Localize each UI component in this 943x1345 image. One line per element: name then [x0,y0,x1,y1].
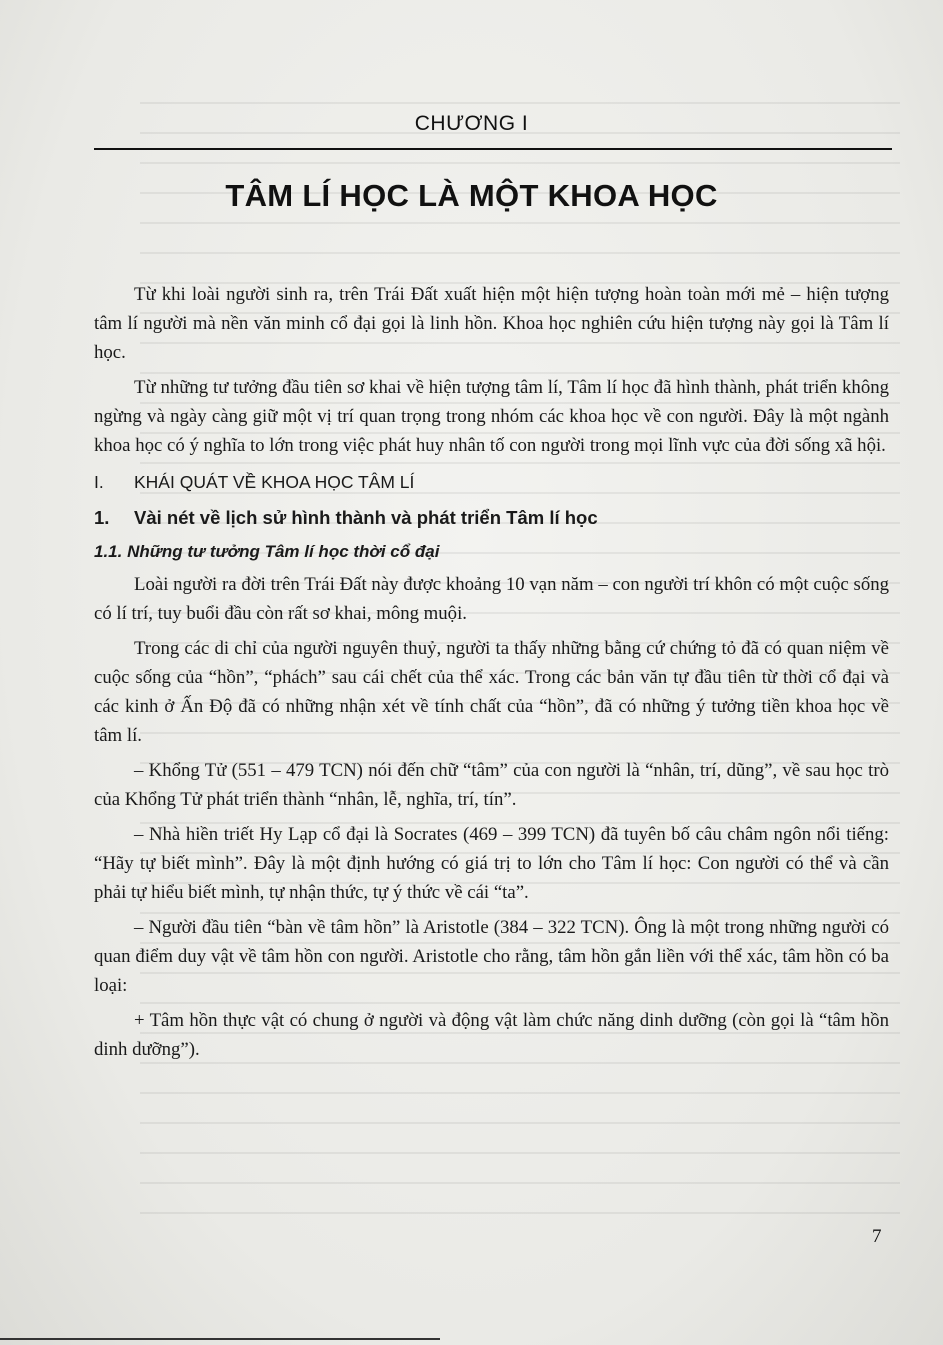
body-paragraph: – Khổng Tử (551 – 479 TCN) nói đến chữ “tâm” của con người là “nhân, trí, dũng”, về sau học trò của Khổng Tử phát triển thành “nhân, lễ, nghĩa, trí, tín”. [94,760,889,810]
body-paragraph: Loài người ra đời trên Trái Đất này được khoảng 10 vạn năm – con người trí khôn có một cuộc sống có lí trí, tuy buổi đầu còn rất sơ khai, mông muội. [94,574,889,624]
subsection-title: Vài nét về lịch sử hình thành và phát triển Tâm lí học [134,507,598,528]
page-number: 7 [872,1226,882,1247]
intro-paragraph: Từ khi loài người sinh ra, trên Trái Đất xuất hiện một hiện tượng hoàn toàn mới mẻ – hiện tượng tâm lí người mà nền văn minh cổ đại gọi là linh hồn. Khoa học nghiên cứu hiện tượng này gọi là Tâm lí học. [94,284,889,363]
chapter-label: CHƯƠNG I [414,112,529,135]
page-body [94,280,889,1070]
scan-edge-line [0,1338,440,1340]
subsection-number: 1. [94,507,110,528]
chapter-title: TÂM LÍ HỌC LÀ MỘT KHOA HỌC [225,178,718,213]
section-title: KHÁI QUÁT VỀ KHOA HỌC TÂM LÍ [134,472,415,492]
section-heading [94,468,889,496]
chapter-rule [94,148,892,150]
body-paragraph: – Người đầu tiên “bàn về tâm hồn” là Aristotle (384 – 322 TCN). Ông là một trong những người có quan điểm duy vật về tâm hồn con người. Aristotle cho rằng, tâm hồn gắn liền với thể xác, tâm hồn có ba loại: [94,917,889,996]
body-paragraph: + Tâm hồn thực vật có chung ở người và động vật làm chức năng dinh dưỡng (còn gọi là “tâm hồn dinh dưỡng”). [94,1010,889,1060]
body-paragraph: Trong các di chỉ của người nguyên thuỷ, người ta thấy những bằng cứ chứng tỏ đã có quan niệm về cuộc sống của “hồn”, “phách” sau cái chết của thể xác. Trong các bản văn tự đầu tiên từ thời cổ đại và các kinh ở Ấn Độ đã có những nhận xét về tính chất của “hồn”, đã có những ý tưởng tiền khoa học về tâm lí. [94,638,889,746]
subsubsection-heading: 1.1. Những tư tưởng Tâm lí học thời cổ đại [94,542,440,561]
body-paragraph: – Nhà hiền triết Hy Lạp cổ đại là Socrates (469 – 399 TCN) đã tuyên bố câu châm ngôn nổi tiếng: “Hãy tự biết mình”. Đây là một định hướng có giá trị to lớn cho Tâm lí học: Con người có thể và cần phải tự hiểu biết mình, tự nhận thức, tự ý thức về cái “ta”. [94,824,889,903]
subsection-heading [94,504,889,532]
section-number: I. [94,472,104,492]
intro-paragraph: Từ những tư tưởng đầu tiên sơ khai về hiện tượng tâm lí, Tâm lí học đã hình thành, phát triển không ngừng và ngày càng giữ một vị trí quan trọng trong nhóm các khoa học về con người. Đây là một ngành khoa học có ý nghĩa to lớn trong việc phát huy nhân tố con người trong mọi lĩnh vực của đời sống xã hội. [94,377,889,456]
